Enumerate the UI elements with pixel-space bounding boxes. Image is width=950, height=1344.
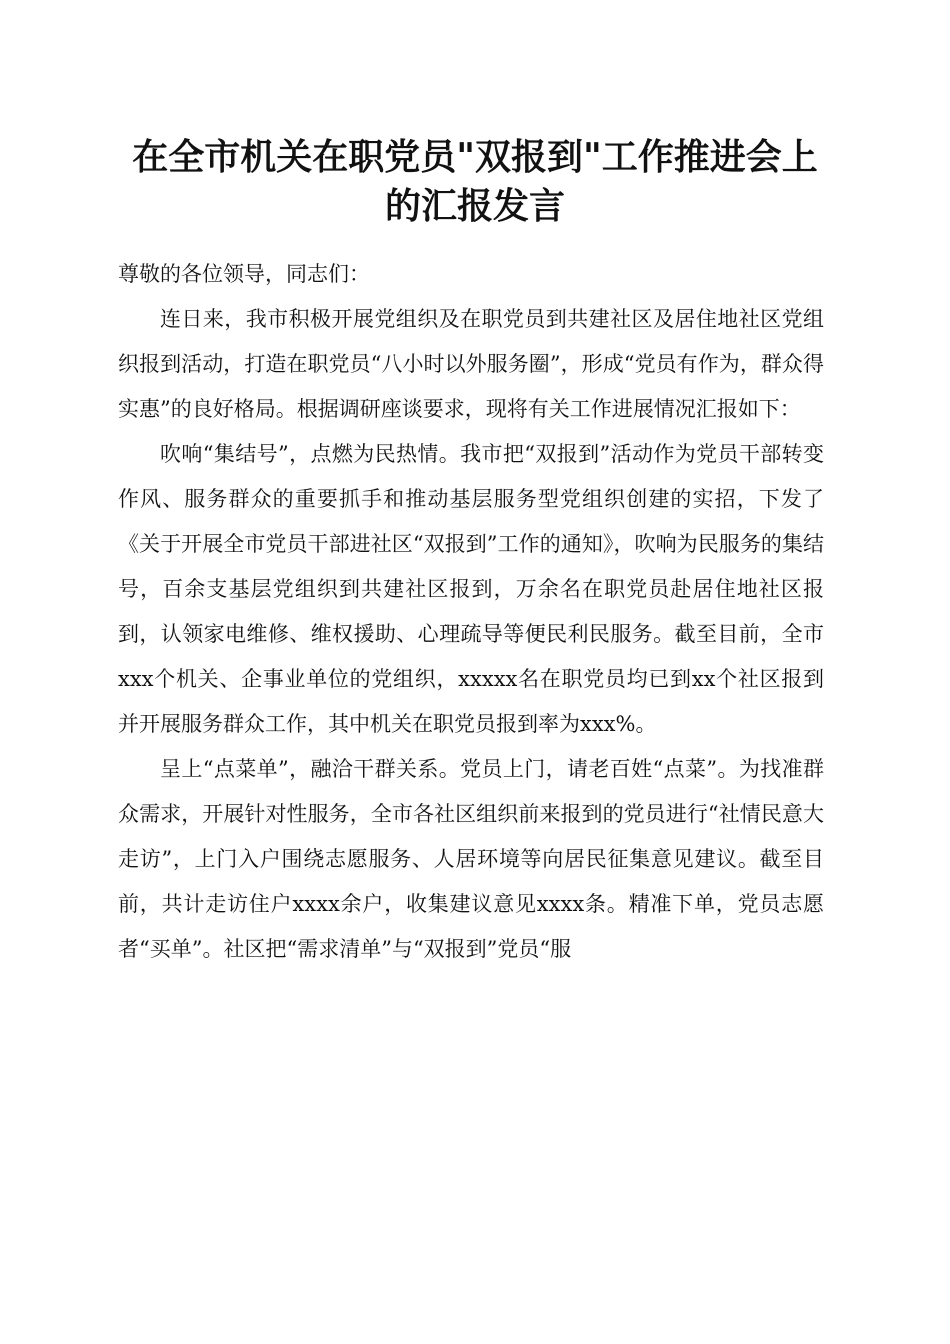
- title-line-1: 在全市机关在职党员"双报到"工作推进会上: [132, 136, 818, 178]
- document-title: [100, 133, 850, 231]
- paragraph-intro: 连日来，我市积极开展党组织及在职党员到共建社区及居住地社区党组织报到活动，打造在职党员“八小时以外服务圈”，形成“党员有作为，群众得实惠”的良好格局。根据调研座谈要求，现将有关工作进展情况汇报如下：: [118, 307, 824, 421]
- document-body: [118, 252, 824, 972]
- title-line-2: 的汇报发言: [384, 185, 565, 227]
- paragraph-menu-order: 呈上“点菜单”，融洽干群关系。党员上门，请老百姓“点菜”。为找准群众需求，开展针对性服务，全市各社区组织前来报到的党员进行“社情民意大走访”，上门入户围绕志愿服务、人居环境等向居民征集意见建议。截至目前，共计走访住户xxxx余户，收集建议意见xxxx条。精准下单，党员志愿者“买单”。社区把“需求清单”与“双报到”党员“服: [118, 757, 824, 961]
- paragraph-assembly-call: 吹响“集结号”，点燃为民热情。我市把“双报到”活动作为党员干部转变作风、服务群众的重要抓手和推动基层服务型党组织创建的实招，下发了《关于开展全市党员干部进社区“双报到”工作的通知》，吹响为民服务的集结号，百余支基层党组织到共建社区报到，万余名在职党员赴居住地社区报到，认领家电维修、维权援助、心理疏导等便民利民服务。截至目前，全市xxx个机关、企事业单位的党组织，xxxxx名在职党员均已到xx个社区报到并开展服务群众工作，其中机关在职党员报到率为xxx%。: [118, 442, 824, 736]
- salutation: 尊敬的各位领导，同志们：: [118, 262, 370, 286]
